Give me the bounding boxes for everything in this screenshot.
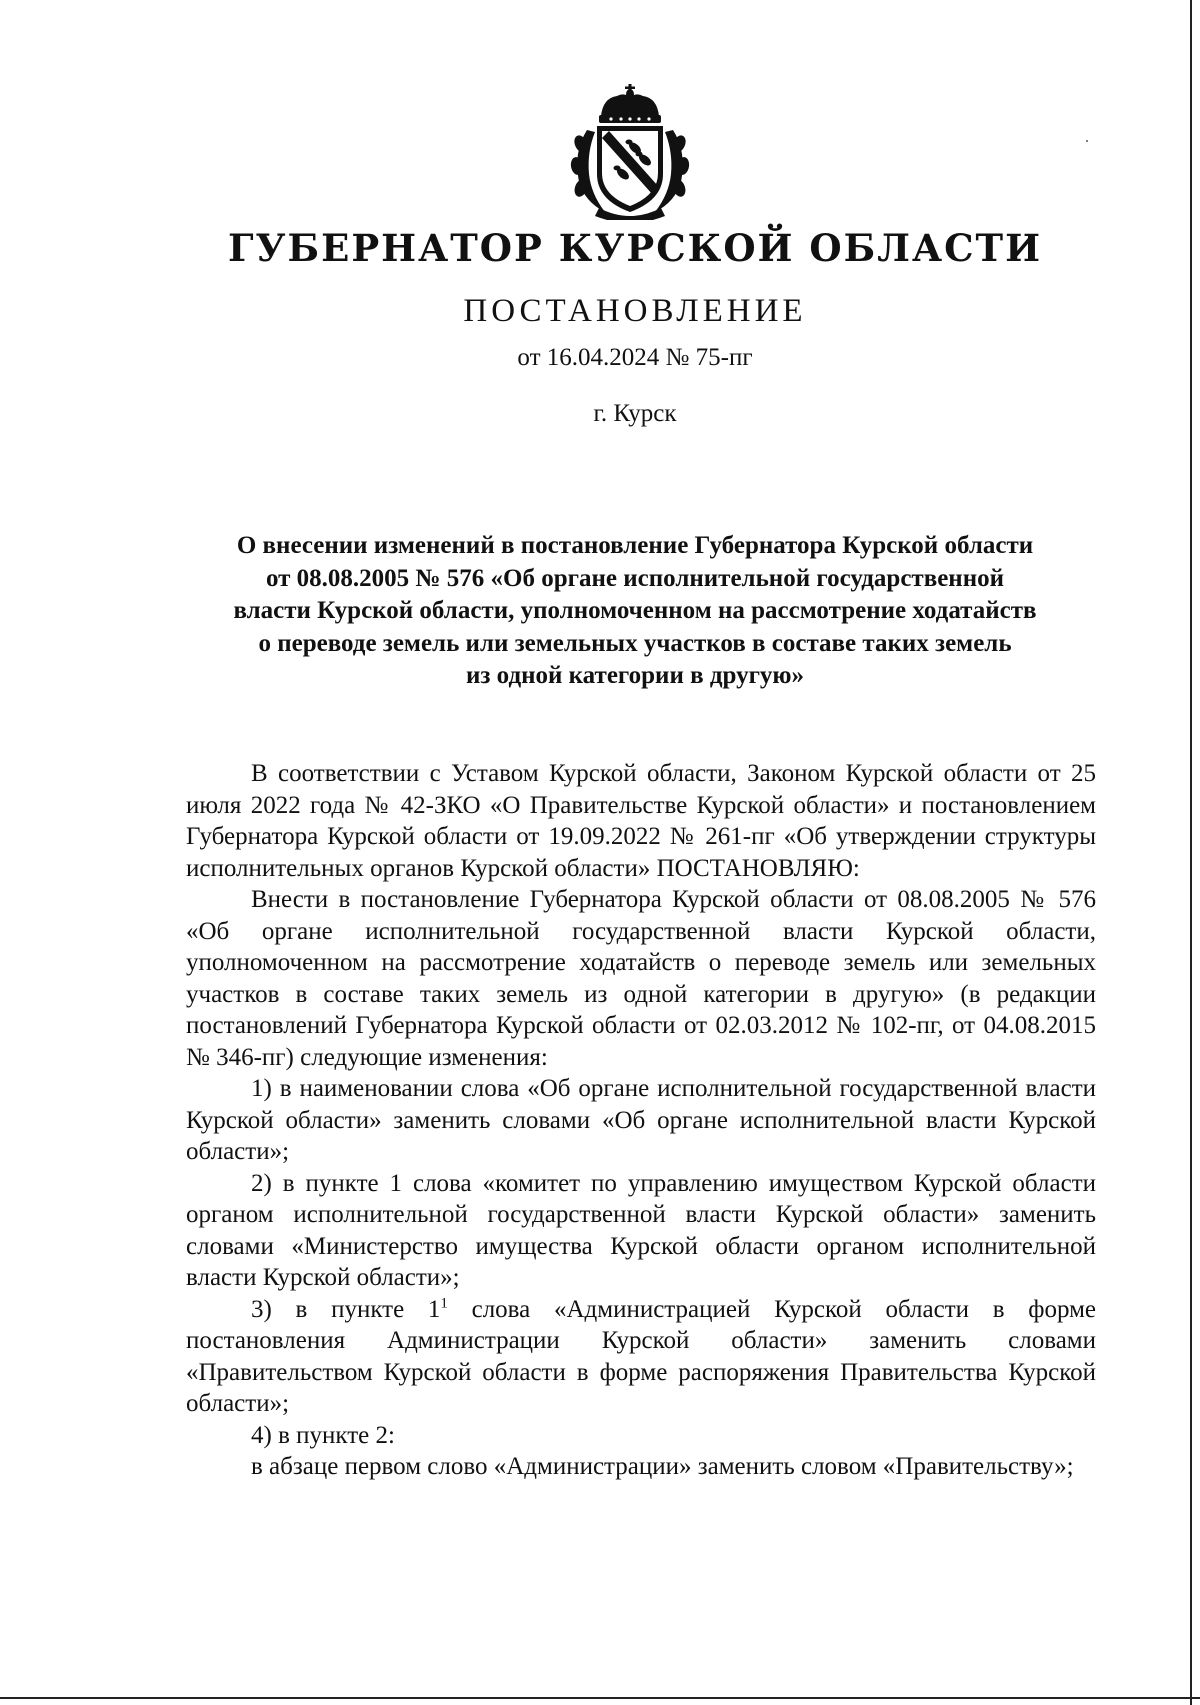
document-subject: О внесении изменений в постановление Губернатора Курской области от 08.08.2005 № 576 «Об органе исполнительной государственной власти Курской области, уполномоченном на рассмотрение ходатайств о переводе земель или земельных участков в составе таких земель из одной категории в другую» — [233, 532, 1037, 689]
paragraph-amendment-intro: Внести в постановление Губернатора Курской области от 08.08.2005 № 576 «Об органе исполнительной государственной власти Курской области, уполномоченном на рассмотрение ходатайств о переводе земель или земельных участков в составе таких земель из одной категории в другую» (в редакции постановлений Губернатора Курской области от 02.03.2012 № 102-пг, от 04.08.2015 № 346-пг) следующие изменения: — [186, 886, 1096, 1071]
paragraph-item-3 — [186, 1294, 1096, 1420]
document-city: г. Курск — [593, 400, 677, 427]
document-number-date: от 16.04.2024 № 75-пг — [517, 344, 753, 371]
paragraph-item-4: 4) в пункте 2: — [251, 1421, 395, 1449]
paragraph-item-1: 1) в наименовании слова «Об органе исполнительной государственной власти Курской области» заменить словами «Об органе исполнительной власти Курской области»; — [186, 1075, 1096, 1165]
item-3-superscript: 1 — [440, 1295, 448, 1312]
kursk-coat-of-arms-icon — [565, 82, 695, 220]
item-3-rest: слова «Администрацией Курской области в форме постановления Администрации Курской области» заменить словами «Правительством Курской области в форме распоряжения Правительства Курской области»; — [186, 1295, 1096, 1417]
document-type: ПОСТАНОВЛЕНИЕ — [463, 293, 807, 329]
item-3-start: 3) в пункте 1 — [251, 1295, 441, 1323]
paragraph-item-2: 2) в пункте 1 слова «комитет по управлению имуществом Курской области органом исполнительной государственной власти Курской области» заменить словами «Министерство имущества Курской области органом исполнительной власти Курской области»; — [186, 1169, 1096, 1291]
paragraph-item-4-sub: в абзаце первом слово «Администрации» заменить словом «Правительству»; — [251, 1453, 1074, 1480]
document-body — [186, 758, 1096, 1483]
paragraph-preamble: В соответствии с Уставом Курской области, Законом Курской области от 25 июля 2022 года № 42-ЗКО «О Правительстве Курской области» и постановлением Губернатора Курской области от 19.09.2022 № 261-пг «Об утверждении структуры исполнительных органов Курской области» ПОСТАНОВЛЯЮ: — [186, 760, 1096, 882]
scan-edge-bottom — [0, 1697, 1200, 1699]
issuer-title: ГУБЕРНАТОР КУРСКОЙ ОБЛАСТИ — [227, 226, 1043, 270]
scan-speck — [1086, 140, 1088, 142]
